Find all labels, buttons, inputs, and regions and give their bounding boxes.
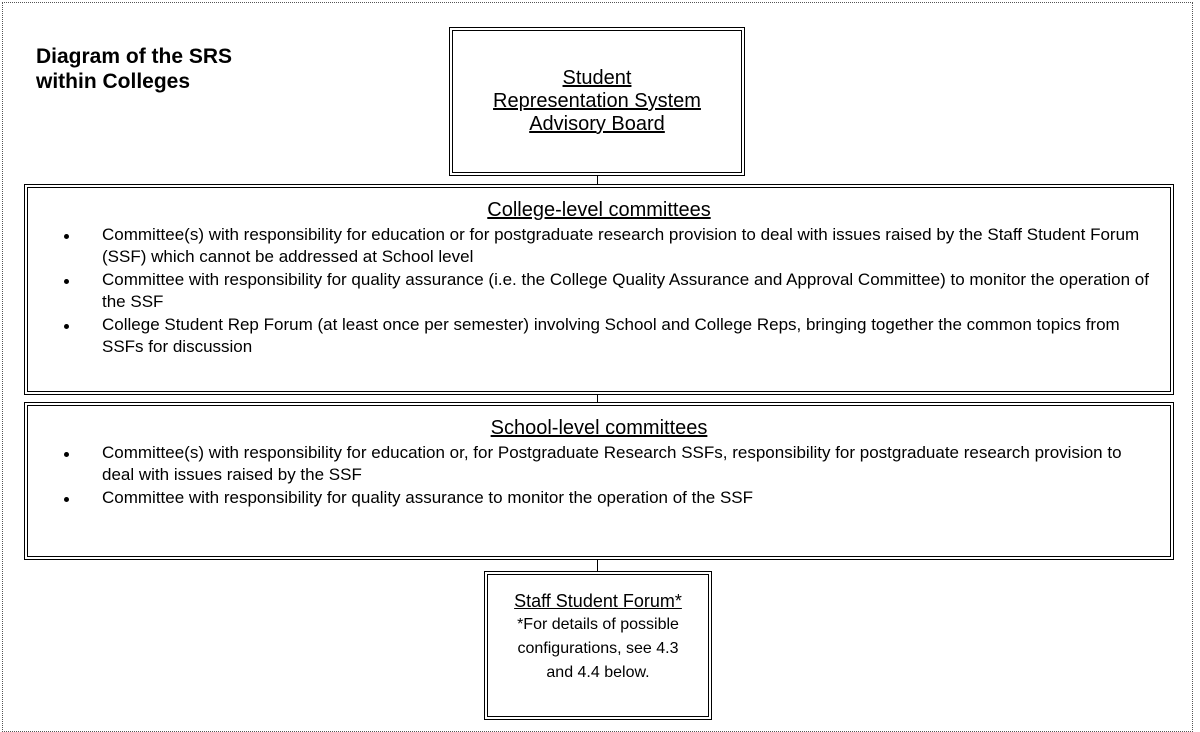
connector-line	[597, 559, 598, 571]
school-level-box	[24, 402, 1174, 560]
college-level-box	[24, 184, 1174, 395]
staff-student-forum-note: *For details of possible configurations, see 4.3 and 4.4 below.	[517, 616, 679, 681]
staff-student-forum-title: Staff Student Forum*	[514, 591, 682, 611]
advisory-board-label: Student Representation System Advisory Board	[493, 67, 701, 135]
diagram-title: Diagram of the SRS within Colleges	[36, 45, 233, 93]
college-level-heading: College-level committees	[487, 199, 711, 221]
connector-line	[597, 394, 598, 402]
bullet-icon	[64, 497, 69, 502]
school-level-heading: School-level committees	[490, 417, 708, 439]
list-item-text: Committee with responsibility for quality assurance (i.e. the College Quality Assurance and Approval Committee) to monitor the operation of the SSF	[102, 270, 1149, 311]
bullet-icon	[64, 324, 69, 329]
connector-line	[597, 176, 598, 184]
college-level-list	[42, 224, 1156, 358]
list-item-text: Committee with responsibility for quality assurance to monitor the operation of the SSF	[102, 488, 754, 507]
list-item	[42, 224, 1156, 268]
advisory-board-box	[449, 27, 745, 176]
bullet-icon	[64, 234, 69, 239]
bullet-icon	[64, 279, 69, 284]
list-item-text: College Student Rep Forum (at least once per semester) involving School and College Reps, bringing together the common topics from SSFs for discussion	[102, 315, 1120, 356]
list-item	[42, 269, 1156, 313]
staff-student-forum-box	[484, 571, 712, 720]
school-level-list	[42, 442, 1156, 509]
list-item	[42, 442, 1156, 486]
list-item-text: Committee(s) with responsibility for education or, for Postgraduate Research SSFs, responsibility for postgraduate research provision to deal with issues raised by the SSF	[102, 443, 1122, 484]
bullet-icon	[64, 452, 69, 457]
list-item	[42, 314, 1156, 358]
list-item-text: Committee(s) with responsibility for education or for postgraduate research provision to deal with issues raised by the Staff Student Forum (SSF) which cannot be addressed at School level	[102, 225, 1140, 266]
list-item	[42, 487, 1156, 509]
